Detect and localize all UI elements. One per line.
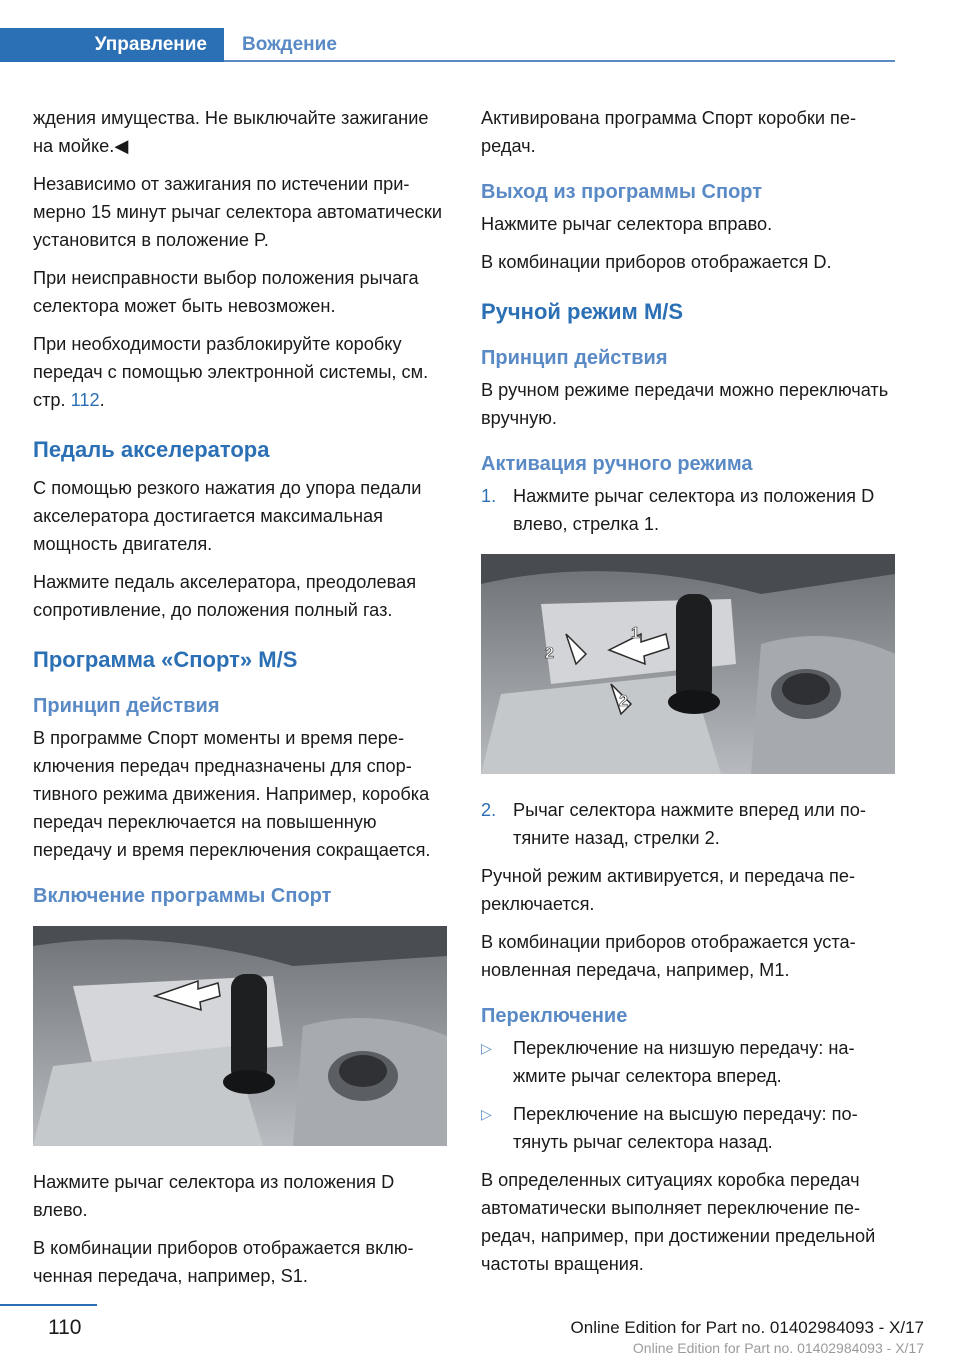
- paragraph: Активирована программа Спорт коробки передач.: [481, 108, 857, 156]
- bullet-text: Переключение на высшую передачу: потянуть рычаг селектора назад.: [513, 1104, 858, 1152]
- list-item: [481, 796, 895, 852]
- paragraph: С помощью резкого нажатия до упора педали акселератора достигается максимальная мощность двигателя.: [33, 478, 422, 554]
- paragraph: ждения имущества. Не выключайте зажигание на мойке.◀: [33, 108, 429, 156]
- triangle-bullet-icon: ▷: [481, 1106, 492, 1122]
- paragraph: Нажмите рычаг селектора вправо.: [481, 214, 773, 234]
- step-number: 2.: [481, 800, 497, 820]
- paragraph: Нажмите педаль акселератора, преодолевая сопротивление, до положения полный газ.: [33, 572, 417, 620]
- paragraph: В комбинации приборов отображается установленная передача, например, M1.: [481, 932, 856, 980]
- edition-note: Online Edition for Part no. 01402984093 - X/17: [570, 1318, 924, 1337]
- section-heading-sport: Программа «Спорт» M/S: [33, 647, 298, 672]
- subheading-principle: Принцип действия: [33, 695, 220, 717]
- subheading-exit-sport: Выход из программы Спорт: [481, 181, 763, 203]
- watermark: Online Edition for Part no. 01402984093 - X/17: [632, 1340, 924, 1356]
- paragraph: В комбинации приборов отображается D.: [481, 252, 832, 272]
- list-item: [481, 482, 895, 538]
- step-text: Рычаг селектора нажмите вперед или потяните назад, стрелки 2.: [513, 800, 866, 848]
- page-number-rule: [0, 1304, 97, 1306]
- header-divider: [224, 60, 895, 62]
- bullet-text: Переключение на низшую передачу: нажмите рычаг селектора вперед.: [513, 1038, 855, 1086]
- paragraph: При неисправности выбор положения рычага селектора может быть невозможен.: [33, 268, 419, 316]
- arrow-label: 2: [619, 693, 628, 710]
- triangle-bullet-icon: ▷: [481, 1040, 492, 1056]
- tab-driving[interactable]: Вождение: [242, 34, 337, 55]
- paragraph: В определенных ситуациях коробка передач автоматически выполняет переключение передач, например, при достижении предельной частоты вращения.: [481, 1170, 876, 1274]
- paragraph: [33, 330, 447, 414]
- gear-selector-manual-photo: [481, 554, 895, 774]
- paragraph: Независимо от зажигания по истечении примерно 15 минут рычаг селектора автоматически установится в положение P.: [33, 174, 443, 250]
- page-number: 110: [48, 1316, 82, 1339]
- step-text: Нажмите рычаг селектора из положения D влево, стрелка 1.: [513, 486, 875, 534]
- paragraph: В ручном режиме передачи можно переключать вручную.: [481, 380, 889, 428]
- arrow-label: 1: [631, 625, 640, 642]
- subheading-shifting: Переключение: [481, 1005, 628, 1027]
- right-column: [481, 104, 895, 1288]
- header-bar: [0, 28, 895, 62]
- left-column: [33, 104, 447, 1300]
- paragraph: Нажмите рычаг селектора из положения D влево.: [33, 1172, 395, 1220]
- paragraph-text: При необходимости разблокируйте коробку передач с помощью электронной системы, см. стр.: [33, 334, 429, 410]
- subheading-activate-manual: Активация ручного режима: [481, 453, 753, 475]
- section-heading-accelerator: Педаль акселератора: [33, 437, 270, 462]
- paragraph: В программе Спорт моменты и время переключения передач предназначены для спортивного режима движения. Например, коробка передач переключается на повышенную передачу и время переключения сокращается.: [33, 728, 431, 860]
- arrow-label: 2: [545, 645, 554, 662]
- paragraph: Ручной режим активируется, и передача переключается.: [481, 866, 856, 914]
- list-item: [481, 1034, 895, 1090]
- page-link[interactable]: 112: [70, 390, 100, 410]
- paragraph: В комбинации приборов отображается включенная передача, например, S1.: [33, 1238, 414, 1286]
- paragraph-text: .: [99, 390, 105, 410]
- step-number: 1.: [481, 486, 497, 506]
- section-heading-manual: Ручной режим M/S: [481, 299, 684, 324]
- subheading-enable-sport: Включение программы Спорт: [33, 885, 332, 907]
- gear-selector-photo: [33, 926, 447, 1146]
- subheading-principle: Принцип действия: [481, 347, 668, 369]
- list-item: [481, 1100, 895, 1156]
- tab-controls[interactable]: Управление: [0, 28, 224, 62]
